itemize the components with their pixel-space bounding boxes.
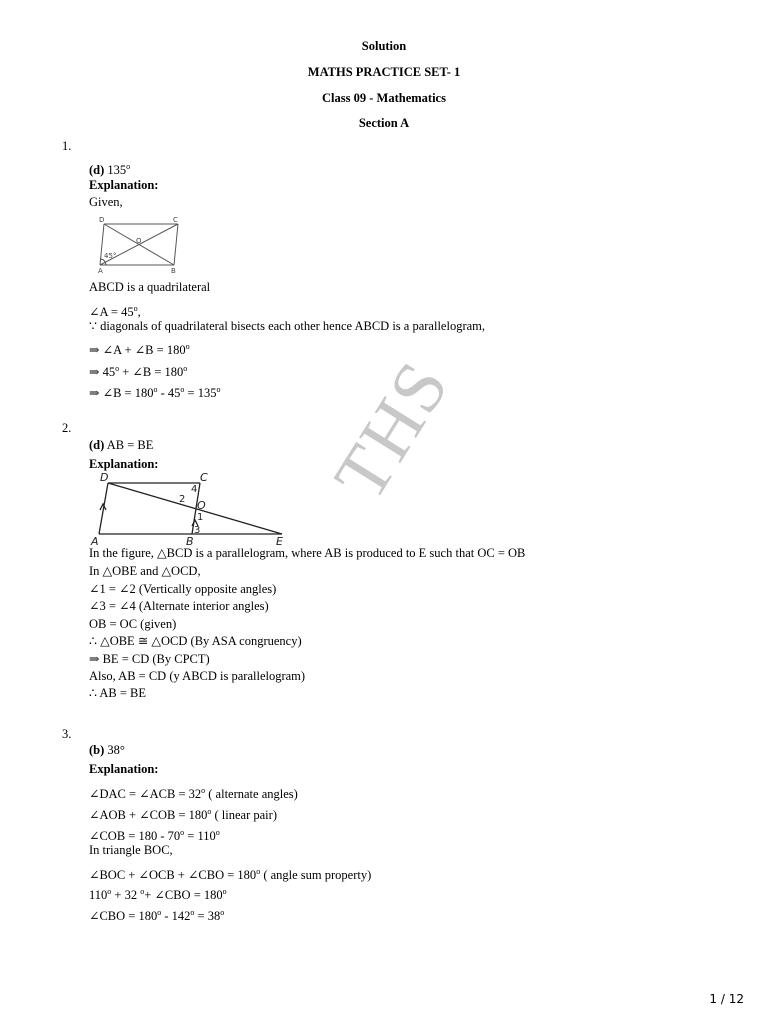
answer-option: (b) — [89, 743, 105, 757]
answer-line — [89, 159, 130, 178]
fig2-label-e: E — [276, 535, 283, 548]
fig2-label-c: C — [200, 471, 208, 484]
explanation-heading: Explanation: — [89, 457, 159, 471]
q1-line-angle-a: ∠A = $45^o$, — [89, 304, 141, 319]
given-text: Given, — [89, 195, 123, 209]
page-number: 1 / 12 — [709, 992, 744, 1006]
question-number: 3. — [62, 727, 72, 741]
explanation-heading: Explanation: — [89, 762, 159, 776]
fig2-label-a: A — [91, 535, 99, 548]
fig1-angle-label: 45° — [104, 252, 117, 260]
answer-line — [89, 438, 153, 453]
answer-option: (d) — [89, 438, 105, 452]
q2-line: OB = OC (given) — [89, 617, 177, 631]
q1-line-substitute: ⇒ $45^o$ + ∠B = $180^o$ — [89, 364, 188, 379]
q2-line: Also, AB = CD (y ABCD is parallelogram) — [89, 669, 306, 683]
q2-line: ⇒ BE = CD (By CPCT) — [89, 652, 210, 666]
parallelogram-extended-figure — [86, 470, 296, 548]
question-number: 1. — [62, 139, 72, 153]
q2-line: In △OBE and △OCD, — [89, 564, 201, 578]
fig2-label-2: 2 — [179, 494, 186, 505]
q2-line: ∠1 = ∠2 (Vertically opposite angles) — [89, 582, 277, 596]
q3-line-result: ∠CBO = $180^o - 142^o = 38^o$ — [89, 908, 225, 923]
fig2-label-b: B — [186, 535, 194, 548]
fig2-label-o: O — [197, 499, 206, 512]
class-title: Class 09 - Mathematics — [322, 91, 446, 105]
q3-line-cob: ∠COB = $180 - 70^o = 110^o$ — [89, 828, 220, 843]
watermark: THS — [318, 346, 466, 514]
fig2-label-3: 3 — [194, 525, 201, 536]
parallelogram-figure — [96, 214, 188, 276]
section-title: Section A — [358, 116, 410, 130]
answer-value: 38° — [107, 743, 125, 757]
solution-title: Solution — [361, 39, 407, 53]
q1-line-result: ⇒ ∠B = $180^o - 45^o = 135^o$ — [89, 385, 221, 400]
fig1-label-a: A — [98, 267, 103, 275]
fig1-label-c: C — [173, 216, 178, 224]
answer-line — [89, 743, 125, 758]
q2-line: ∠3 = ∠4 (Alternate interior angles) — [89, 599, 269, 613]
q2-line: ∴ △OBE ≅ △OCD (By ASA congruency) — [89, 634, 302, 648]
explanation-heading: Explanation: — [89, 178, 159, 192]
q3-line-linear-pair: ∠AOB + ∠COB = $180^o$ ( linear pair) — [89, 807, 277, 822]
question-number: 2. — [62, 421, 72, 435]
q3-line-angle-sum: ∠BOC + ∠OCB + ∠CBO = $180^o$ ( angle sum property) — [89, 867, 372, 882]
fig2-label-d: D — [100, 471, 109, 484]
q3-line-triangle: In triangle BOC, — [89, 843, 173, 857]
answer-value: AB = BE — [106, 438, 154, 452]
fig1-label-d: D — [99, 216, 105, 224]
q2-line: ∴ AB = BE — [89, 686, 147, 700]
answer-value: 135 — [107, 163, 127, 177]
practice-set-title: MATHS PRACTICE SET- 1 — [307, 65, 461, 79]
q1-line-sum: ⇒ ∠A + ∠B = $180^o$ — [89, 342, 190, 357]
q3-line-substitute: $110^o + 32$ $^o$+ ∠CBO = $180^o$ — [89, 887, 227, 902]
fig1-label-b: B — [171, 267, 176, 275]
answer-option: (d) — [89, 163, 105, 177]
fig1-label-o: O — [136, 237, 142, 245]
fig2-label-1: 1 — [197, 512, 204, 523]
fig2-label-4: 4 — [191, 484, 198, 495]
q1-line-quadrilateral: ABCD is a quadrilateral — [89, 280, 211, 294]
q3-line-alternate: ∠DAC = ∠ACB = $32^o$ ( alternate angles) — [89, 786, 298, 801]
degree-sup: o — [126, 162, 131, 171]
q2-line: In the figure, △BCD is a parallelogram, where AB is produced to E such that OC = OB — [89, 546, 526, 560]
q1-line-diagonals: ∵ diagonals of quadrilateral bisects each other hence ABCD is a parallelogram, — [89, 319, 486, 333]
